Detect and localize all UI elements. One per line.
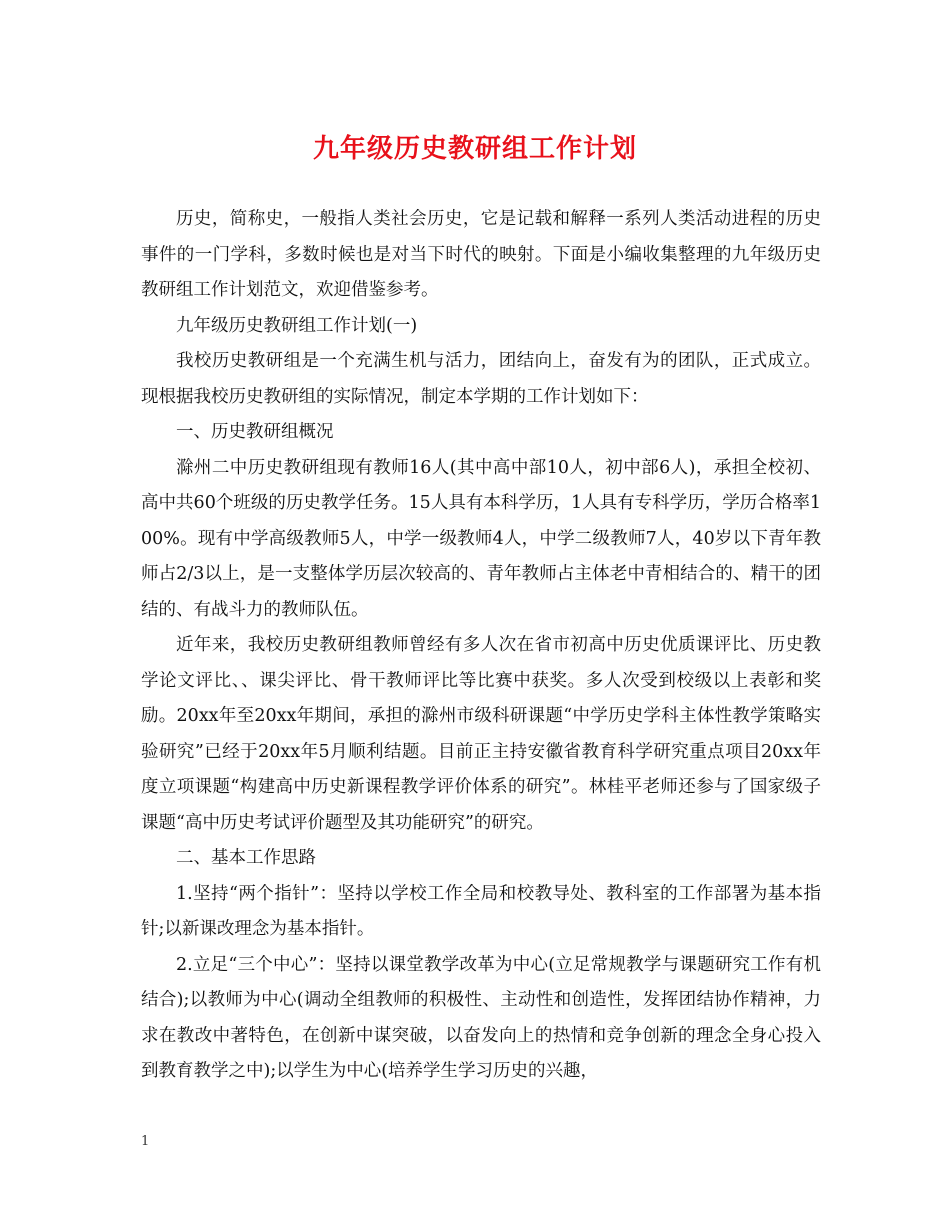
- document-body: [141, 202, 821, 1090]
- paragraph-point-1: 1.坚持“两个指针”：坚持以学校工作全局和校教导处、教科室的工作部署为基本指针;以新课改理念为基本指针。: [141, 883, 821, 939]
- paragraph-achievements: 近年来，我校历史教研组教师曾经有多人次在省市初高中历史优质课评比、历史教学论文评比、、课尖评比、骨干教师评比等比赛中获奖。多人次受到校级以上表彰和奖励。20xx年至20xx年期间，承担的滁州市级科研课题“中学历史学科主体性教学策略实验研究”已经于20xx年5月顺利结题。目前正主持安徽省教育科学研究重点项目20xx年度立项课题“构建高中历史新课程教学评价体系的研究”。林桂平老师还参与了国家级子课题“高中历史考试评价题型及其功能研究”的研究。: [141, 635, 821, 833]
- paragraph-intro: 历史，简称史，一般指人类社会历史，它是记载和解释一系列人类活动进程的历史事件的一门学科，多数时候也是对当下时代的映射。下面是小编收集整理的九年级历史教研组工作计划范文，欢迎借鉴参考。: [141, 209, 821, 300]
- section-heading-overview: 一、历史教研组概况: [176, 422, 334, 442]
- section-heading-approach: 二、基本工作思路: [176, 848, 316, 868]
- paragraph-plan-heading: 九年级历史教研组工作计划(一): [176, 315, 418, 336]
- page-number: 1: [141, 1134, 150, 1149]
- document-title: 九年级历史教研组工作计划: [312, 134, 637, 164]
- paragraph-point-2: 2.立足“三个中心”：坚持以课堂教学改革为中心(立足常规教学与课题研究工作有机结合);以教师为中心(调动全组教师的积极性、主动性和创造性，发挥团结协作精神，力求在教改中著特色，在创新中谋突破，以奋发向上的热情和竞争创新的理念全身心投入到教育教学之中);以学生为中心(培养学生学习历史的兴趣，: [141, 954, 821, 1081]
- paragraph-team-intro: 我校历史教研组是一个充满生机与活力，团结向上，奋发有为的团队，正式成立。现根据我校历史教研组的实际情况，制定本学期的工作计划如下：: [141, 351, 821, 407]
- paragraph-overview: 滁州二中历史教研组现有教师16人(其中高中部10人，初中部6人)，承担全校初、高中共60个班级的历史教学任务。15人具有本科学历，1人具有专科学历，学历合格率100%。现有中学高级教师5人，中学一级教师4人，中学二级教师7人，40岁以下青年教师占2/3以上，是一支整体学历层次较高的、青年教师占主体老中青相结合的、精干的团结的、有战斗力的教师队伍。: [141, 457, 821, 620]
